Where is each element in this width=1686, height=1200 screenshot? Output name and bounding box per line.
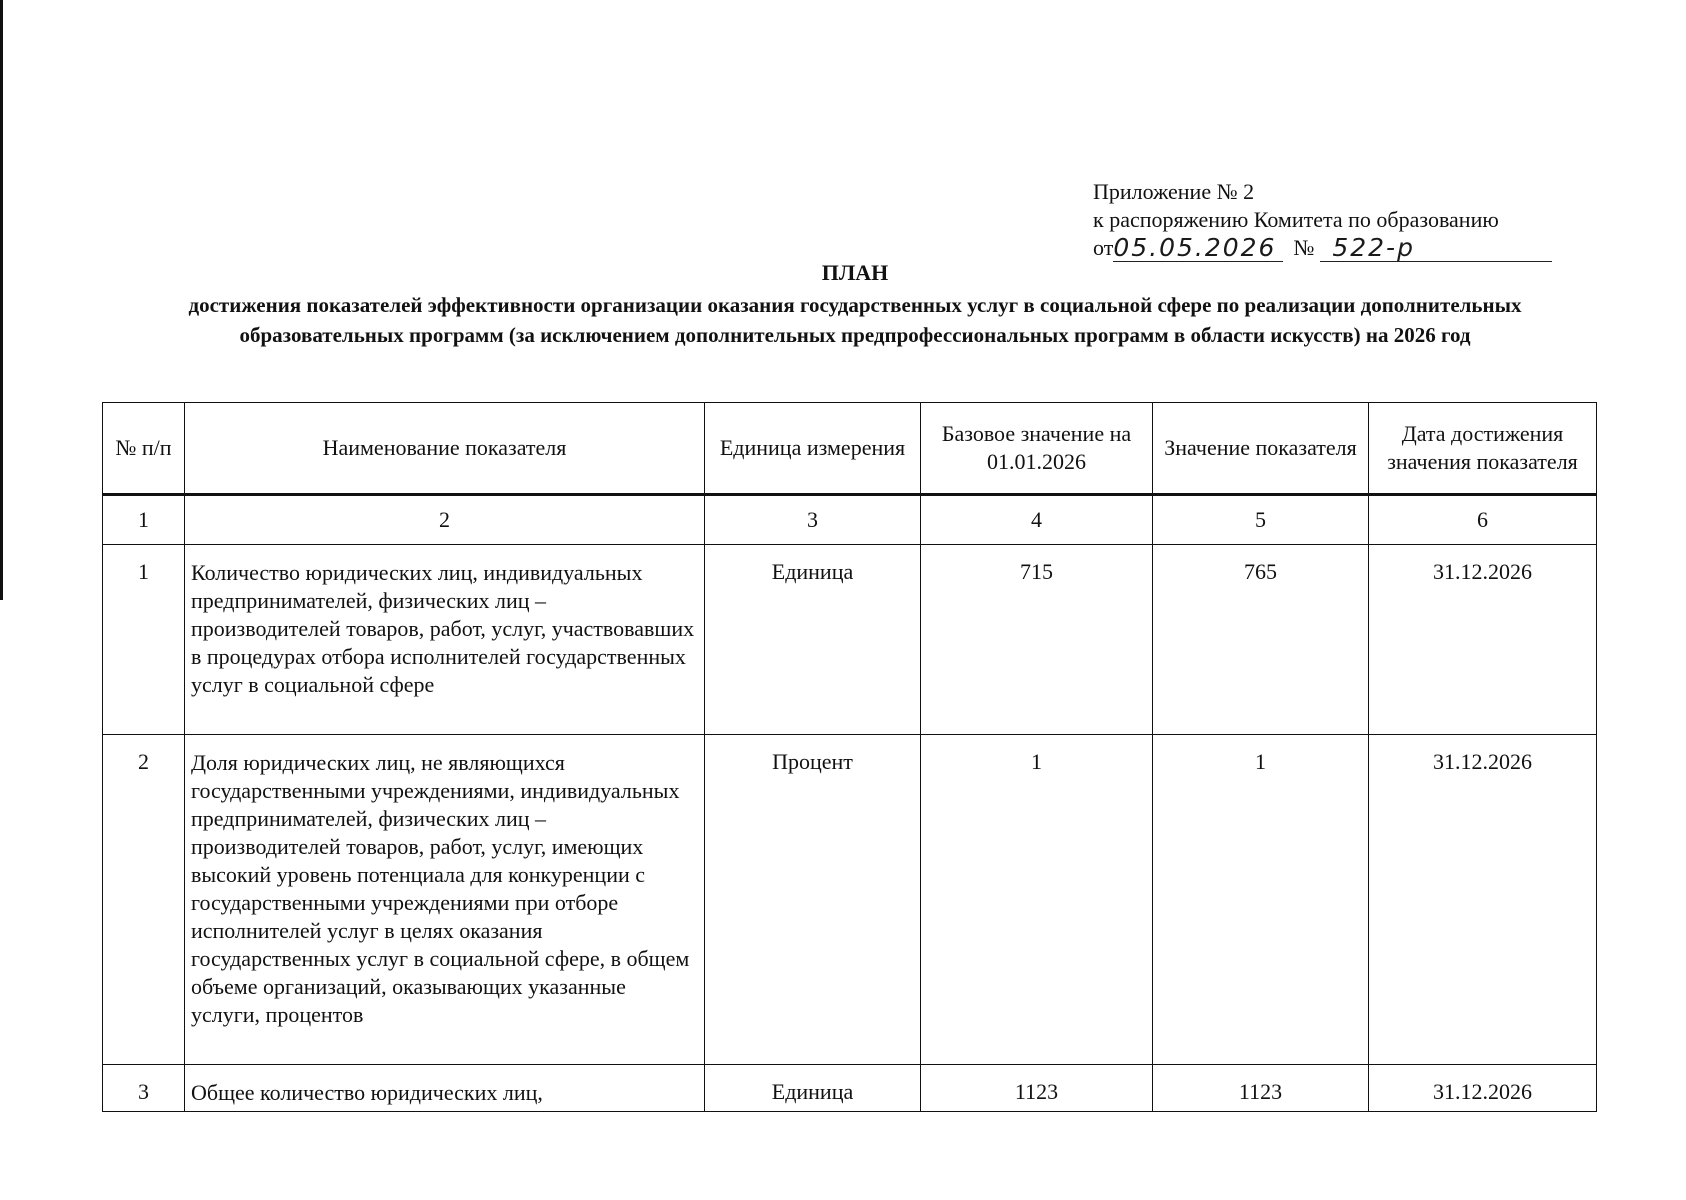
indicators-table: [102, 402, 1597, 1112]
row-indicator-name: Доля юридических лиц, не являющихся государственными учреждениями, индивидуальных предпринимателей, физических лиц – производителей товаров, работ, услуг, имеющих высокий уровень потенциала для конкуренции с государственными учреждениями при отборе исполнителей услуг в целях оказания государственных услуг в социальной сфере, в общем объеме организаций, оказывающих указанные услуги, процентов: [185, 735, 705, 1065]
row-num: 2: [103, 735, 185, 1065]
document-title: [130, 258, 1580, 350]
row-base-value: 1123: [921, 1065, 1153, 1112]
header-name: Наименование показателя: [185, 403, 705, 495]
plan-subtitle: достижения показателей эффективности организации оказания государственных услуг в социальной сфере по реализации дополнительных образовательных программ (за исключением дополнительных предпрофессиональных программ в области искусств) на 2026 год: [188, 293, 1522, 347]
handwritten-date: 05.05.2026: [1113, 235, 1283, 262]
row-base-value: 715: [921, 545, 1153, 735]
row-num: 1: [103, 545, 185, 735]
column-number: 3: [705, 495, 921, 545]
row-target-value: 765: [1153, 545, 1369, 735]
table-row: [103, 735, 1597, 1065]
table-row: [103, 1065, 1597, 1112]
table-row: [103, 545, 1597, 735]
header-date: Дата достижения значения показателя: [1369, 403, 1597, 495]
handwritten-number: 522-р: [1320, 235, 1552, 262]
header-num: № п/п: [103, 403, 185, 495]
row-indicator-name: Общее количество юридических лиц,: [185, 1065, 705, 1112]
column-number: 6: [1369, 495, 1597, 545]
row-target-value: 1: [1153, 735, 1369, 1065]
plan-heading: ПЛАН: [821, 260, 889, 285]
appendix-order-ref: к распоряжению Комитета по образованию: [1093, 207, 1499, 232]
appendix-reference: [1093, 178, 1563, 262]
column-number: 2: [185, 495, 705, 545]
header-unit: Единица измерения: [705, 403, 921, 495]
row-num: 3: [103, 1065, 185, 1112]
column-number: 5: [1153, 495, 1369, 545]
row-base-value: 1: [921, 735, 1153, 1065]
row-target-value: 1123: [1153, 1065, 1369, 1112]
column-number: 4: [921, 495, 1153, 545]
appendix-title: Приложение № 2: [1093, 179, 1255, 204]
from-prefix: от: [1093, 235, 1114, 260]
row-date: 31.12.2026: [1369, 545, 1597, 735]
row-unit: Единица: [705, 1065, 921, 1112]
row-date: 31.12.2026: [1369, 735, 1597, 1065]
number-label: №: [1293, 235, 1315, 260]
column-number: 1: [103, 495, 185, 545]
row-indicator-name: Количество юридических лиц, индивидуальных предпринимателей, физических лиц – производителей товаров, работ, услуг, участвовавших в процедурах отбора исполнителей государственных услуг в социальной сфере: [185, 545, 705, 735]
header-base: Базовое значение на 01.01.2026: [921, 403, 1153, 495]
row-unit: Процент: [705, 735, 921, 1065]
table-header-row: [103, 403, 1597, 495]
scan-edge-mark: [0, 0, 3, 600]
column-number-row: [103, 495, 1597, 545]
row-date: 31.12.2026: [1369, 1065, 1597, 1112]
header-value: Значение показателя: [1153, 403, 1369, 495]
row-unit: Единица: [705, 545, 921, 735]
